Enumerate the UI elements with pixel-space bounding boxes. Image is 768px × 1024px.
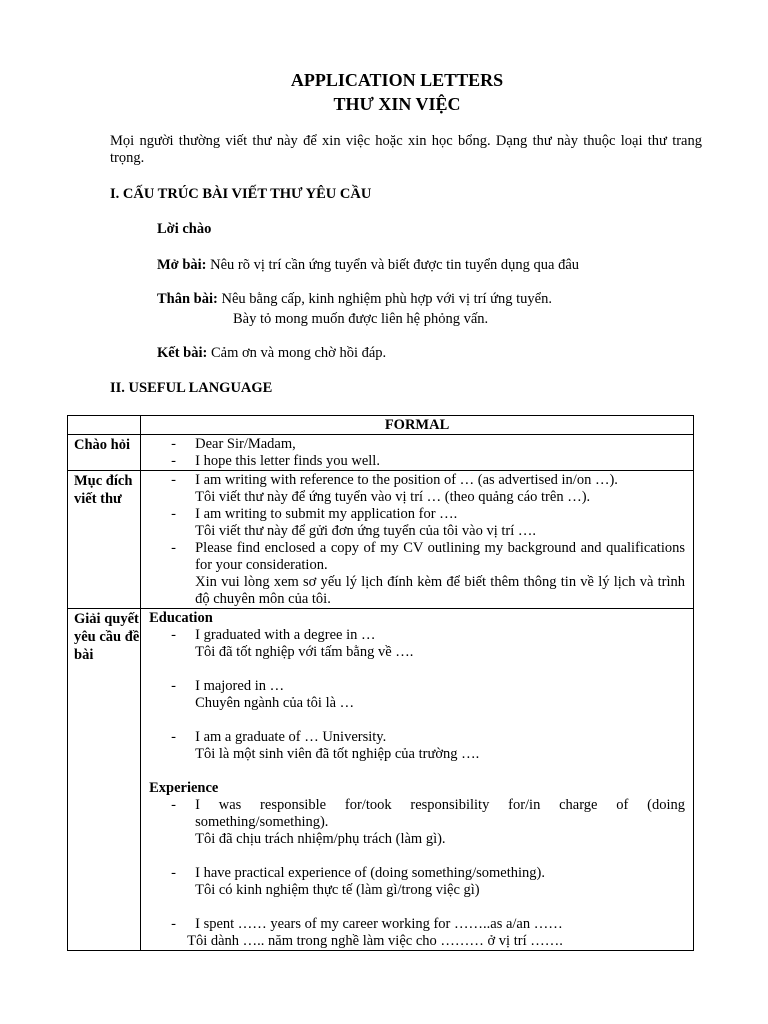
list-item bbox=[149, 865, 685, 899]
intro-paragraph: Mọi người thường viết thư này để xin việc hoặc xin học bổng. Dạng thư này thuộc loại thư trang trọng. bbox=[110, 133, 702, 166]
table-header-blank bbox=[68, 416, 141, 435]
spacer bbox=[149, 848, 685, 865]
spacer bbox=[149, 763, 685, 780]
structure-opening bbox=[157, 257, 717, 274]
list-item bbox=[149, 436, 685, 453]
phrase-en: I have practical experience of (doing something/something). bbox=[195, 865, 545, 881]
experience-heading: Experience bbox=[149, 780, 219, 796]
section-1-heading: I. CẤU TRÚC BÀI VIẾT THƯ YÊU CẦU bbox=[110, 186, 372, 202]
list-item bbox=[149, 678, 685, 712]
dash-marker: - bbox=[171, 729, 176, 745]
spacer bbox=[149, 712, 685, 729]
list-item bbox=[149, 916, 685, 933]
phrase-vi: Tôi là một sinh viên đã tốt nghiệp của trường …. bbox=[195, 746, 480, 762]
row-label-greeting: Chào hỏi bbox=[68, 435, 141, 471]
opening-text: Nêu rõ vị trí cần ứng tuyển và biết được tin tuyển dụng qua đâu bbox=[206, 257, 580, 273]
greeting-label: Lời chào bbox=[157, 221, 212, 237]
phrase-vi: Tôi viết thư này để gửi đơn ứng tuyển của tôi vào vị trí …. bbox=[195, 523, 537, 539]
row-content-greeting bbox=[141, 435, 694, 471]
phrase-vi: Tôi dành ….. năm trong nghề làm việc cho ……… ở vị trí ……. bbox=[187, 933, 563, 949]
closing-text: Cảm ơn và mong chờ hồi đáp. bbox=[207, 345, 387, 361]
dash-marker: - bbox=[171, 436, 176, 452]
phrase-vi: Tôi viết thư này để ứng tuyển vào vị trí … (theo quảng cáo trên …). bbox=[195, 489, 591, 505]
table-row-purpose bbox=[68, 471, 694, 609]
list-item bbox=[149, 472, 685, 506]
structure-greeting bbox=[157, 221, 717, 238]
dash-marker: - bbox=[171, 472, 176, 488]
dash-marker: - bbox=[171, 506, 176, 522]
list-item bbox=[149, 627, 685, 661]
phrase-en: I majored in … bbox=[195, 678, 285, 694]
phrase-en: Please find enclosed a copy of my CV outlining my background and qualifications for your consideration. bbox=[195, 540, 685, 573]
dash-marker: - bbox=[171, 916, 176, 932]
phrase-en: I graduated with a degree in … bbox=[195, 627, 376, 643]
phrase-en: I am writing with reference to the position of … (as advertised in/on …). bbox=[195, 472, 618, 488]
dash-marker: - bbox=[171, 540, 176, 556]
document-title: APPLICATION LETTERS bbox=[290, 70, 504, 90]
phrase-en: Dear Sir/Madam, bbox=[195, 436, 296, 452]
document-subtitle: THƯ XIN VIỆC bbox=[333, 94, 461, 114]
body-text-line1: Nêu bằng cấp, kinh nghiệm phù hợp với vị trí ứng tuyển. bbox=[217, 291, 552, 307]
phrase-en: I am a graduate of … University. bbox=[195, 729, 387, 745]
dash-marker: - bbox=[171, 627, 176, 643]
list-item bbox=[149, 797, 685, 848]
phrase-vi: Tôi đã tốt nghiệp với tấm bằng về …. bbox=[195, 644, 414, 660]
list-item bbox=[149, 453, 685, 470]
row-content-requirements bbox=[141, 609, 694, 951]
phrase-vi: Tôi đã chịu trách nhiệm/phụ trách (làm gì). bbox=[195, 831, 446, 847]
phrase-en: I was responsible for/took responsibility for/in charge of (doing something/something). bbox=[195, 797, 685, 830]
row-label-purpose: Mục đích viết thư bbox=[68, 471, 141, 609]
row-label-requirements: Giải quyết yêu cầu đề bài bbox=[68, 609, 141, 951]
phrase-en: I hope this letter finds you well. bbox=[195, 453, 380, 469]
table-row-greeting bbox=[68, 435, 694, 471]
body-text-line2: Bày tỏ mong muốn được liên hệ phỏng vấn. bbox=[233, 311, 489, 327]
table-header-row bbox=[68, 416, 694, 435]
education-heading: Education bbox=[149, 610, 213, 626]
closing-label: Kết bài: bbox=[157, 345, 208, 361]
phrase-en: I spent …… years of my career working for ……..as a/an …… bbox=[195, 916, 563, 932]
list-item bbox=[149, 540, 685, 608]
dash-marker: - bbox=[171, 453, 176, 469]
opening-label: Mở bài: bbox=[157, 257, 207, 273]
spacer bbox=[149, 661, 685, 678]
table-row-requirements bbox=[68, 609, 694, 951]
phrase-vi: Tôi có kinh nghiệm thực tế (làm gì/trong việc gì) bbox=[195, 882, 480, 898]
structure-body bbox=[157, 291, 717, 308]
list-item bbox=[149, 729, 685, 763]
phrase-vi: Chuyên ngành của tôi là … bbox=[195, 695, 355, 711]
list-item bbox=[149, 506, 685, 540]
useful-language-table bbox=[67, 415, 694, 951]
section-2-heading: II. USEFUL LANGUAGE bbox=[110, 380, 273, 396]
dash-marker: - bbox=[171, 678, 176, 694]
phrase-vi: Xin vui lòng xem sơ yếu lý lịch đính kèm để biết thêm thông tin về lý lịch và trình độ chuyên môn của tôi. bbox=[195, 574, 685, 607]
spacer bbox=[149, 899, 685, 916]
phrase-en: I am writing to submit my application for …. bbox=[195, 506, 458, 522]
table-header-formal: FORMAL bbox=[141, 416, 694, 435]
row-content-purpose bbox=[141, 471, 694, 609]
dash-marker: - bbox=[171, 797, 176, 813]
structure-closing bbox=[157, 345, 717, 362]
body-label: Thân bài: bbox=[157, 291, 218, 307]
dash-marker: - bbox=[171, 865, 176, 881]
